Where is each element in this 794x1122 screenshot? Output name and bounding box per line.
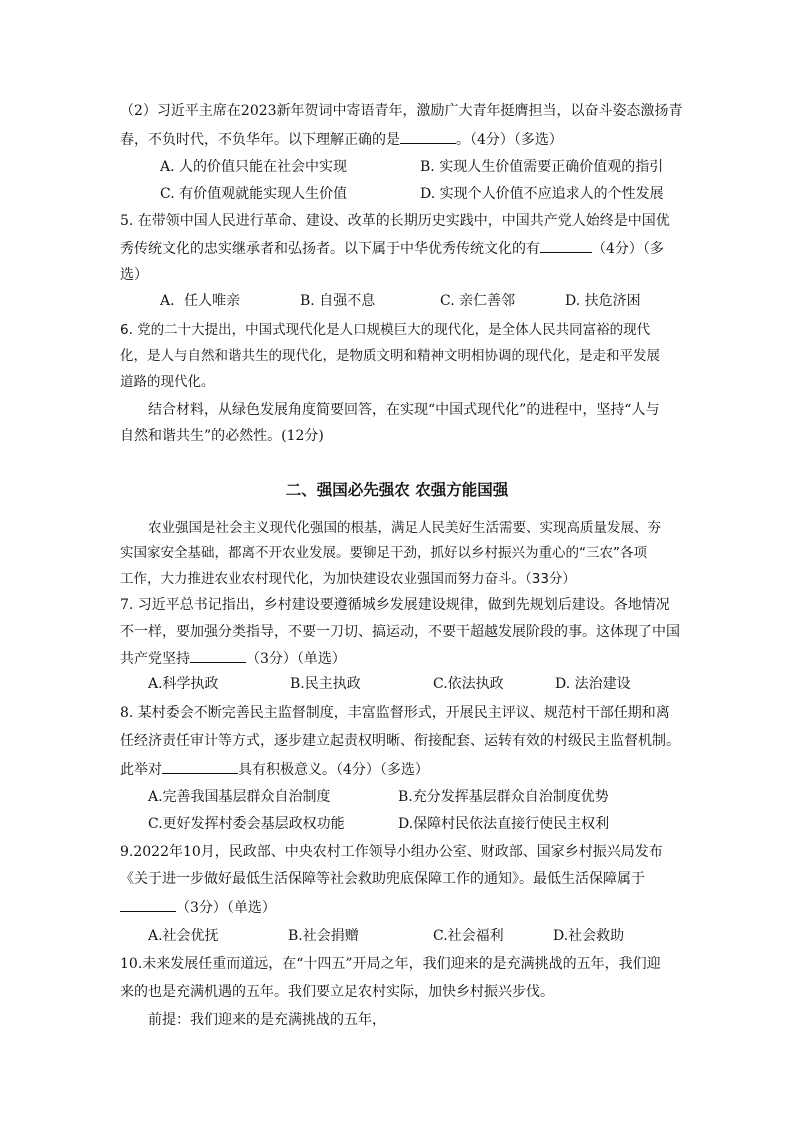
q4-2-line2 xyxy=(120,129,680,150)
section-intro-line2: 实国家安全基础，都离不开农业发展。要铆足干劲，抓好以乡村振兴为重心的“三农”各项 xyxy=(120,545,647,561)
q5-line2 xyxy=(120,238,680,259)
q7-line1: 7. 习近平总书记指出，乡村建设要遵循城乡发展建设规律，做到先规划后建设。各地情况 xyxy=(120,597,670,613)
q8-option-a: A.完善我国基层群众自治制度 xyxy=(148,789,331,805)
q5-option-c: C. 亲仁善邻 xyxy=(440,293,516,309)
q7-option-b: B.民主执政 xyxy=(290,676,361,692)
q8-line1: 8. 某村委会不断完善民主监督制度，丰富监督形式，开展民主评议、规范村干部任期和离 xyxy=(120,705,670,721)
q5-text: 秀传统文化的忠实继承者和弘扬者。以下属于中华优秀传统文化的有 xyxy=(120,241,540,257)
q6-line2: 化，是人与自然和谐共生的现代化，是物质文明和精神文明相协调的现代化，是走和平发展 xyxy=(120,348,660,364)
q9-line2: 《关于进一步做好最低生活保障等社会救助兜底保障工作的通知》。最低生活保障属于 xyxy=(120,871,645,887)
q4-2-option-c: C. 有价值观就能实现人生价值 xyxy=(160,186,348,202)
q5-option-a: A．任人唯亲 xyxy=(160,293,241,309)
q6-line4: 结合材料，从绿色发展角度简要回答，在实现“中国式现代化”的进程中，坚持“人与 xyxy=(148,402,660,418)
q4-2-option-d: D. 实现个人价值不应追求人的个性发展 xyxy=(420,186,664,202)
section-intro-line3: 工作，大力推进农业农村现代化，为加快建设农业强国而努力奋斗。（33分） xyxy=(120,571,576,587)
answer-blank xyxy=(190,648,246,663)
answer-blank xyxy=(162,759,238,774)
q6-line1: 6. 党的二十大提出，中国式现代化是人口规模巨大的现代化，是全体人民共同富裕的现代 xyxy=(120,322,651,338)
q7-line2: 不一样，要加强分类指导，不要一刀切、搞运动，不要干超越发展阶段的事。这体现了中国 xyxy=(120,624,680,640)
q6-line5: 自然和谐共生”的必然性。(12分) xyxy=(120,428,324,444)
q4-2-line1: （2）习近平主席在2023新年贺词中寄语青年，激励广大青年挺膺担当，以奋斗姿态激扬青 xyxy=(120,103,683,119)
section-title: 二、强国必先强农 农强方能国强 xyxy=(285,481,509,499)
q4-2-score: 。（4分）（多选） xyxy=(456,132,563,148)
q4-2-option-b: B. 实现人生价值需要正确价值观的指引 xyxy=(420,159,664,175)
q5-line1: 5. 在带领中国人民进行革命、建设、改革的长期历史实践中，中国共产党人始终是中国优 xyxy=(120,213,670,229)
q4-2-text: 春，不负时代，不负华年。以下理解正确的是 xyxy=(120,132,400,148)
q8-option-c: C.更好发挥村委会基层政权功能 xyxy=(148,816,345,832)
answer-blank xyxy=(540,238,592,253)
q7-line3 xyxy=(120,648,680,669)
q5-line3: 选） xyxy=(120,267,148,283)
q7-text: 共产党坚持 xyxy=(120,651,190,667)
q4-2-option-a: A. 人的价值只能在社会中实现 xyxy=(160,159,348,175)
q9-option-c: C.社会福利 xyxy=(433,928,504,944)
q9-score: （3分）（单选） xyxy=(176,900,276,916)
q10-line3: 前提：我们迎来的是充满挑战的五年， xyxy=(148,1012,386,1028)
q8-line2: 任经济责任审计等方式，逐步建立起责权明晰、衔接配套、运转有效的村级民主监督机制。 xyxy=(120,733,680,749)
q9-line1: 9.2022年10月，民政部、中央农村工作领导小组办公室、财政部、国家乡村振兴局发布 xyxy=(120,844,663,860)
q8-text: 此举对 xyxy=(120,762,162,778)
q7-option-a: A.科学执政 xyxy=(148,676,219,692)
q7-option-d: D. 法治建设 xyxy=(555,676,631,692)
q8-option-b: B.充分发挥基层群众自治制度优势 xyxy=(398,789,609,805)
section-intro-line1: 农业强国是社会主义现代化强国的根基，满足人民美好生活需要、实现高质量发展、夯 xyxy=(148,520,661,536)
q7-score: （3分）（单选） xyxy=(246,651,346,667)
q5-option-d: D. 扶危济困 xyxy=(565,293,641,309)
q8-line3 xyxy=(120,759,680,780)
q9-option-a: A.社会优抚 xyxy=(148,928,219,944)
answer-blank xyxy=(400,129,456,144)
q10-line2: 来的也是充满机遇的五年。我们要立足农村实际，加快乡村振兴步伐。 xyxy=(120,984,554,1000)
q5-score: （4分）（多 xyxy=(592,241,664,257)
q7-option-c: C.依法执政 xyxy=(433,676,504,692)
q6-line3: 道路的现代化。 xyxy=(120,374,215,390)
q10-line1: 10.未来发展任重而道远，在“十四五”开局之年，我们迎来的是充满挑战的五年，我们迎 xyxy=(120,956,661,972)
q9-option-d: D.社会救助 xyxy=(553,928,625,944)
q8-score: 具有积极意义。（4分）（多选） xyxy=(238,762,429,778)
q9-option-b: B.社会捐赠 xyxy=(288,928,359,944)
q8-option-d: D.保障村民依法直接行使民主权利 xyxy=(398,816,610,832)
q5-option-b: B. 自强不息 xyxy=(300,293,376,309)
answer-blank xyxy=(120,897,176,912)
q9-line3 xyxy=(120,897,680,918)
